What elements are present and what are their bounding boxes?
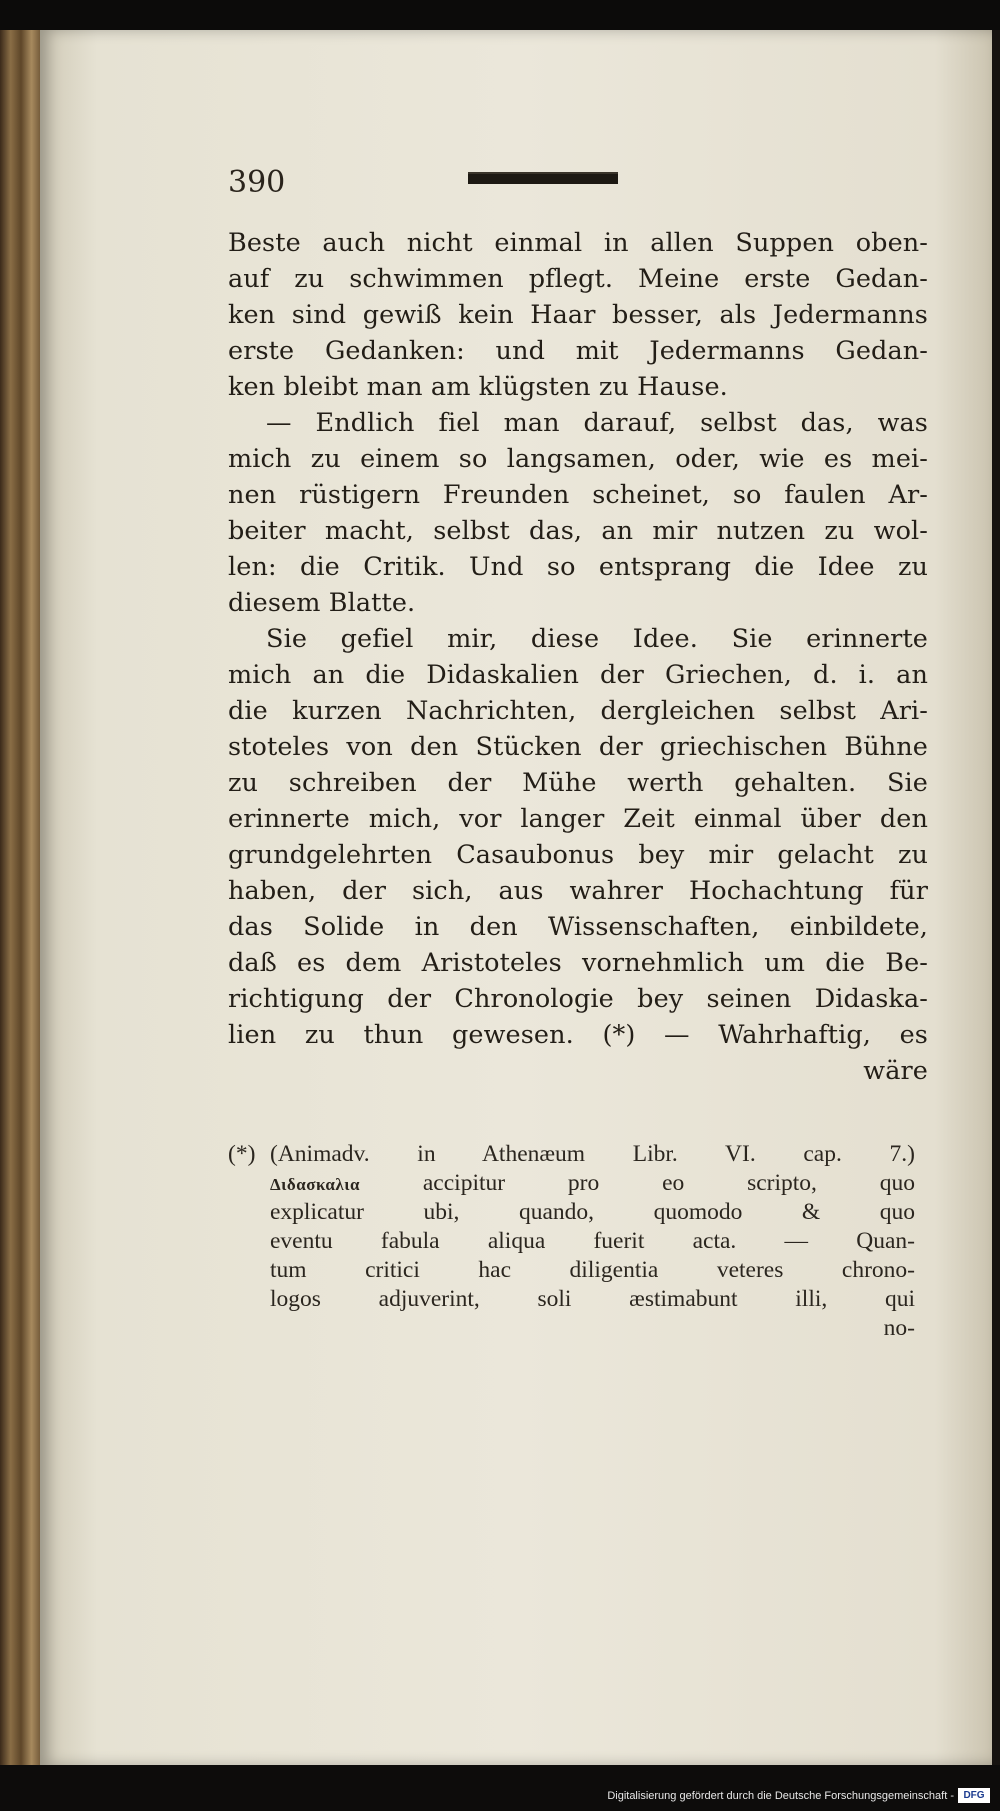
text-line: erinnerte mich, vor langer Zeit einmal über den — [228, 804, 928, 834]
text-line: ken bleibt man am klügsten zu Hause. — [228, 372, 728, 402]
footnote-line: logos adjuverint, soli æstimabunt illi, qui — [270, 1286, 915, 1312]
text-line: ken sind gewiß kein Haar besser, als Jedermanns — [228, 300, 928, 330]
text-line: beiter macht, selbst das, an mir nutzen zu wol- — [228, 516, 928, 546]
dfg-logo: DFG — [958, 1788, 990, 1803]
text-line: auf zu schwimmen pflegt. Meine erste Gedan- — [228, 264, 928, 294]
text-line: Beste auch nicht einmal in allen Suppen oben- — [228, 228, 928, 258]
footnote-catchword: no- — [883, 1315, 915, 1341]
text-line: mich an die Didaskalien der Griechen, d. i. an — [228, 660, 928, 690]
footnote-line: explicatur ubi, quando, quomodo & quo — [270, 1199, 915, 1225]
scan-footer-band — [0, 1765, 1000, 1811]
text-line: richtigung der Chronologie bey seinen Didaska- — [228, 984, 928, 1014]
text-line: erste Gedanken: und mit Jedermanns Gedan- — [228, 336, 928, 366]
book-page-edges — [0, 30, 42, 1765]
greek-term: Διδασκαλια — [270, 1175, 361, 1194]
text-line: nen rüstigern Freunden scheinet, so faulen Ar- — [228, 480, 928, 510]
footnote-line-text: accipitur pro eo scripto, quo — [360, 1170, 915, 1196]
footnote-marker: (*) — [228, 1141, 256, 1167]
page-number: 390 — [228, 165, 286, 200]
footnote — [228, 1140, 915, 1343]
text-line: das Solide in den Wissenschaften, einbildete, — [228, 912, 928, 942]
text-line: Sie gefiel mir, diese Idee. Sie erinnerte — [266, 624, 928, 654]
catchword: wäre — [863, 1056, 928, 1086]
footnote-line — [270, 1169, 915, 1198]
text-line: stoteles von den Stücken der griechischen Bühne — [228, 732, 928, 762]
text-line: mich zu einem so langsamen, oder, wie es mei- — [228, 444, 928, 474]
text-line: zu schreiben der Mühe werth gehalten. Sie — [228, 768, 928, 798]
text-line: diesem Blatte. — [228, 588, 416, 618]
scan-top-band — [0, 0, 1000, 30]
header-rule — [468, 172, 618, 184]
text-line: haben, der sich, aus wahrer Hochachtung für — [228, 876, 928, 906]
text-line: len: die Critik. Und so entsprang die Idee zu — [228, 552, 928, 582]
text-line: — Endlich fiel man darauf, selbst das, was — [266, 408, 928, 438]
text-line: die kurzen Nachrichten, dergleichen selbst Ari- — [228, 696, 928, 726]
digitization-credit: Digitalisierung gefördert durch die Deutsche Forschungsgemeinschaft - — [607, 1790, 954, 1802]
footnote-line: tum critici hac diligentia veteres chrono- — [270, 1257, 915, 1283]
text-line: daß es dem Aristoteles vornehmlich um die Be- — [228, 948, 928, 978]
footnote-line: (Animadv. in Athenæum Libr. VI. cap. 7.) — [270, 1141, 915, 1167]
text-line: grundgelehrten Casaubonus bey mir gelacht zu — [228, 840, 928, 870]
body-text — [228, 225, 928, 1089]
footnote-line: eventu fabula aliqua fuerit acta. — Quan- — [270, 1228, 915, 1254]
text-line: lien zu thun gewesen. (*) — Wahrhaftig, es — [228, 1020, 928, 1050]
